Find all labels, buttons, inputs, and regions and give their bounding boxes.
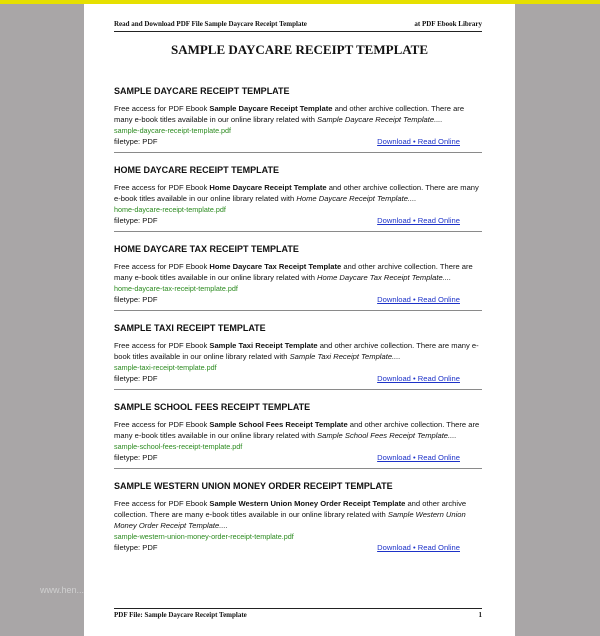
desc-text: and other archive collection. There are many e-book titles available in our online library related with — [114, 104, 465, 124]
desc-bold-title: Home Daycare Receipt Template — [209, 183, 327, 193]
desc-italic-title: Sample School Fees Receipt Template.... — [317, 431, 457, 441]
list-item — [114, 481, 482, 558]
download-read-online-link[interactable]: Download • Read Online — [377, 137, 460, 147]
download-read-online-link[interactable]: Download • Read Online — [377, 216, 460, 226]
filetype-label: filetype: PDF — [114, 374, 158, 384]
entry-description — [114, 262, 482, 284]
download-read-online-link[interactable]: Download • Read Online — [377, 374, 460, 384]
desc-text: Free access for PDF Ebook — [114, 183, 210, 193]
desc-text: and other archive collection. There are many e-book titles available in our online library related with — [114, 499, 467, 520]
filetype-label: filetype: PDF — [114, 137, 158, 147]
list-item — [114, 323, 482, 390]
entry-description — [114, 420, 482, 442]
entry-meta-row — [114, 373, 482, 384]
filetype-label: filetype: PDF — [114, 453, 158, 463]
list-item — [114, 165, 482, 232]
download-read-online-link[interactable]: Download • Read Online — [377, 295, 460, 305]
entry-description — [114, 341, 482, 363]
entry-meta-row — [114, 136, 482, 147]
filetype-label: filetype: PDF — [114, 543, 158, 553]
desc-bold-title: Sample School Fees Receipt Template — [209, 420, 348, 430]
page-number: 1 — [478, 611, 482, 619]
header-left-text: Read and Download PDF File Sample Daycare Receipt Template — [114, 20, 307, 28]
entry-meta-row — [114, 452, 482, 463]
entry-filename: sample-western-union-money-order-receipt-template.pdf — [114, 531, 294, 541]
filetype-label: filetype: PDF — [114, 216, 158, 226]
footer-left-text: PDF File: Sample Daycare Receipt Template — [114, 611, 247, 619]
entry-list — [114, 86, 482, 570]
entry-filename: home-daycare-tax-receipt-template.pdf — [114, 283, 238, 293]
watermark-text: www.hen... — [40, 585, 85, 595]
entry-description — [114, 183, 482, 205]
desc-text: and other archive collection. There are many e-book titles available in our online library related with — [114, 420, 480, 441]
desc-text: and other archive collection. There are many e-book titles available in our online library related with — [114, 262, 473, 282]
download-read-online-link[interactable]: Download • Read Online — [377, 543, 460, 553]
desc-text: Free access for PDF Ebook — [114, 499, 210, 509]
page-header — [114, 19, 482, 32]
pdf-page — [84, 4, 515, 636]
entry-title: HOME DAYCARE TAX RECEIPT TEMPLATE — [114, 244, 299, 255]
entry-meta-row — [114, 215, 482, 226]
document-title: SAMPLE DAYCARE RECEIPT TEMPLATE — [170, 42, 429, 57]
entry-title: SAMPLE WESTERN UNION MONEY ORDER RECEIPT TEMPLATE — [114, 481, 393, 492]
entry-description — [114, 499, 482, 531]
entry-filename: sample-school-fees-receipt-template.pdf — [114, 441, 243, 451]
entry-title: SAMPLE TAXI RECEIPT TEMPLATE — [114, 323, 266, 334]
page-footer — [114, 608, 482, 621]
filetype-label: filetype: PDF — [114, 295, 158, 305]
desc-text: Free access for PDF Ebook — [114, 104, 210, 113]
entry-filename: sample-daycare-receipt-template.pdf — [114, 125, 232, 135]
desc-text: Free access for PDF Ebook — [114, 341, 210, 351]
desc-text: and other archive collection. There are many e-book titles available in our online library related with — [114, 341, 479, 362]
desc-text: Free access for PDF Ebook — [114, 420, 210, 430]
entry-title: HOME DAYCARE RECEIPT TEMPLATE — [114, 165, 280, 176]
entry-filename: sample-taxi-receipt-template.pdf — [114, 362, 217, 372]
entry-description — [114, 104, 482, 126]
desc-bold-title: Sample Western Union Money Order Receipt Template — [209, 499, 406, 509]
header-right-text: at PDF Ebook Library — [414, 20, 482, 28]
desc-bold-title: Sample Taxi Receipt Template — [209, 341, 318, 351]
desc-italic-title: Home Daycare Receipt Template.... — [296, 193, 417, 203]
desc-text: Free access for PDF Ebook — [114, 262, 210, 272]
desc-italic-title: Sample Western Union Money Order Receipt Template.... — [114, 510, 466, 531]
desc-text: and other archive collection. There are many e-book titles available in our online library related with — [114, 183, 479, 203]
list-item — [114, 86, 482, 153]
desc-bold-title: Home Daycare Tax Receipt Template — [209, 262, 342, 272]
entry-title: SAMPLE SCHOOL FEES RECEIPT TEMPLATE — [114, 402, 311, 413]
desc-italic-title: Home Daycare Tax Receipt Template.... — [317, 272, 452, 282]
desc-italic-title: Sample Taxi Receipt Template.... — [289, 352, 401, 362]
desc-bold-title: Sample Daycare Receipt Template — [209, 104, 333, 113]
entry-meta-row — [114, 542, 482, 553]
entry-meta-row — [114, 294, 482, 305]
download-read-online-link[interactable]: Download • Read Online — [377, 453, 460, 463]
list-item — [114, 402, 482, 469]
entry-title: SAMPLE DAYCARE RECEIPT TEMPLATE — [114, 86, 290, 96]
entry-filename: home-daycare-receipt-template.pdf — [114, 204, 226, 214]
list-item — [114, 244, 482, 311]
desc-italic-title: Sample Daycare Receipt Template.... — [317, 114, 443, 124]
